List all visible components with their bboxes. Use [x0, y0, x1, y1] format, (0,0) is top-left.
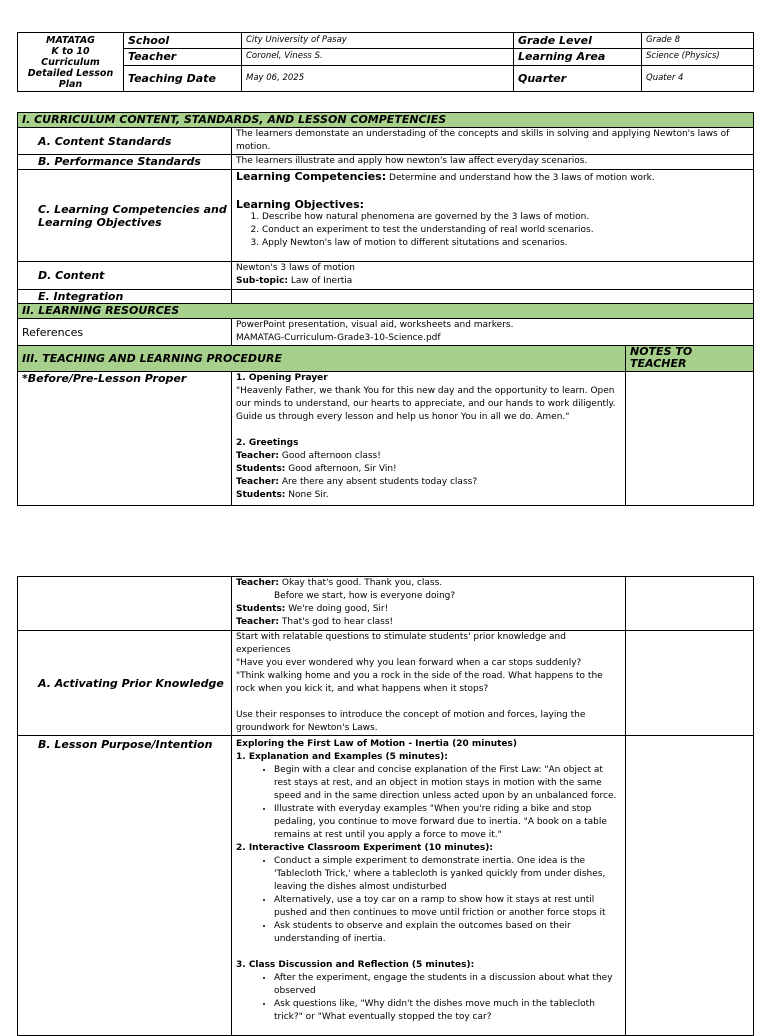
step2-heading: 2. Interactive Classroom Experiment (10 minutes): — [236, 843, 493, 853]
activating-line: "Think walking home and you a rock in the side of the road. What happens to the rock when you kick it, and what happens when it stops? — [236, 671, 603, 694]
grade-label: Grade Level — [514, 33, 642, 49]
date-label: Teaching Date — [124, 65, 242, 91]
references-line: PowerPoint presentation, visual aid, worksheets and markers. — [236, 320, 514, 330]
dialogue-line: Okay that's good. Thank you, class. — [281, 578, 443, 588]
subtopic-label: Sub-topic: — [236, 276, 289, 286]
step2-item: • Ask students to observe and explain the outcomes based on their understanding of inertia. — [274, 920, 621, 946]
dialogue-cont-label — [18, 577, 232, 631]
step3-list — [236, 972, 621, 1024]
prayer-heading: 1. Opening Prayer — [236, 373, 328, 383]
performance-standards-value: The learners illustrate and apply how newton's law affect everyday scenarios. — [232, 155, 754, 170]
section1-title: I. CURRICULUM CONTENT, STANDARDS, AND LESSON COMPETENCIES — [18, 113, 754, 128]
section3-title: III. TEACHING AND LEARNING PROCEDURE — [18, 346, 626, 372]
dialogue-cont-notes — [626, 577, 754, 631]
plan-title-line: K to 10 — [51, 45, 90, 57]
dialogue-line: Before we start, how is everyone doing? — [274, 591, 456, 601]
competencies-heading: Learning Competencies: — [236, 170, 387, 183]
objective-item: 2. Conduct an experiment to test the understanding of real world scenarios. — [262, 224, 749, 237]
objective-item: 3. Apply Newton's law of motion to different situtations and scenarios. — [262, 237, 749, 250]
content-cell — [232, 262, 754, 290]
dialogue-cont-cell — [232, 577, 626, 631]
step1-item: • Begin with a clear and concise explanation of the First Law: "An object at rest stays at rest, and an object in motion stays in motion with the same speed and in the same direction unless acted upon by an unbalanced force. — [274, 764, 621, 803]
school-value: City University of Pasay — [242, 33, 514, 49]
notes-title: NOTES TO TEACHER — [626, 346, 754, 372]
integration-label: E. Integration — [18, 290, 232, 304]
dialogue-line: Good afternoon class! — [281, 451, 381, 461]
dialogue-speaker: Teacher: — [236, 578, 280, 588]
references-cell — [232, 319, 754, 346]
purpose-notes — [626, 736, 754, 1036]
dialogue-line: We're doing good, Sir! — [288, 604, 389, 614]
activating-cell — [232, 631, 626, 736]
step2-item: • Conduct a simple experiment to demonstrate inertia. One idea is the 'Tablecloth Trick,' where a tablecloth is yanked quickly from under dishes, leaving the dishes almost undisturbed — [274, 855, 621, 894]
plan-title-line: MATATAG — [46, 34, 95, 46]
section2-title: II. LEARNING RESOURCES — [18, 304, 754, 319]
content-standards-label: A. Content Standards — [18, 128, 232, 155]
objectives-heading: Learning Objectives: — [236, 198, 365, 211]
dialogue-line: None Sir. — [288, 490, 329, 500]
dialogue-speaker: Students: — [236, 490, 286, 500]
activating-line: Start with relatable questions to stimulate students' prior knowledge and experiences — [236, 632, 566, 655]
competencies-label: C. Learning Competencies and Learning Objectives — [18, 170, 232, 262]
step1-heading: 1. Explanation and Examples (5 minutes): — [236, 752, 448, 762]
prelesson-label: *Before/Pre-Lesson Proper — [18, 372, 232, 506]
competencies-cell — [232, 170, 754, 262]
plan-title-line: Plan — [58, 78, 83, 90]
school-label: School — [124, 33, 242, 49]
dialogue-speaker: Students: — [236, 464, 286, 474]
curriculum-table — [17, 112, 754, 506]
plan-title-line: Curriculum — [41, 56, 100, 68]
activating-after: Use their responses to introduce the concept of motion and forces, laying the groundwork for Newton's Laws. — [236, 710, 586, 733]
teacher-label: Teacher — [124, 49, 242, 65]
plan-title — [18, 33, 124, 92]
step1-list — [236, 764, 621, 842]
dialogue-line: That's god to hear class! — [281, 617, 394, 627]
procedure-table-cont — [17, 576, 754, 1036]
plan-title-line: Detailed Lesson — [27, 67, 114, 79]
content-label: D. Content — [18, 262, 232, 290]
dialogue-speaker: Students: — [236, 604, 286, 614]
greetings-heading: 2. Greetings — [236, 438, 299, 448]
prayer-text: "Heavenly Father, we thank You for this new day and the opportunity to learn. Open our minds to understand, our hearts to appreciate, and our hands to work diligently. Guide us through every lesson and help us honor You in all we do. Amen." — [236, 386, 616, 422]
grade-value: Grade 8 — [642, 33, 754, 49]
step3-item: • Ask questions like, "Why didn't the dishes move much in the tablecloth trick?" or "What eventually stopped the toy car? — [274, 998, 621, 1024]
teacher-value: Coronel, Viness S. — [242, 49, 514, 65]
header-table — [17, 32, 754, 92]
prelesson-cell — [232, 372, 626, 506]
area-value: Science (Physics) — [642, 49, 754, 65]
integration-value — [232, 290, 754, 304]
objective-item: 1. Describe how natural phenomena are governed by the 3 laws of motion. — [262, 211, 749, 224]
content-value: Newton's 3 laws of motion — [236, 263, 355, 273]
dialogue-speaker: Teacher: — [236, 477, 280, 487]
references-label: References — [18, 319, 232, 346]
activating-line: "Have you ever wondered why you lean forward when a car stops suddenly? — [236, 658, 582, 668]
date-value: May 06, 2025 — [242, 65, 514, 91]
step2-list — [236, 855, 621, 946]
step3-heading: 3. Class Discussion and Reflection (5 minutes): — [236, 960, 475, 970]
purpose-cell — [232, 736, 626, 1036]
activating-label: A. Activating Prior Knowledge — [18, 631, 232, 736]
step1-item: • Illustrate with everyday examples "When you're riding a bike and stop pedaling, you continue to move forward due to inertia. "A book on a table remains at rest until you apply a force to move it." — [274, 803, 621, 842]
purpose-heading: Exploring the First Law of Motion - Inertia (20 minutes) — [236, 739, 518, 749]
references-line: MAMATAG-Curriculum-Grade3-10-Science.pdf — [236, 333, 441, 343]
dialogue-line: Good afternoon, Sir Vin! — [288, 464, 397, 474]
subtopic-value: Law of Inertia — [290, 276, 353, 286]
quarter-label: Quarter — [514, 65, 642, 91]
competencies-text: Determine and understand how the 3 laws of motion work. — [389, 173, 655, 183]
dialogue-line: Are there any absent students today class? — [281, 477, 478, 487]
step2-item: • Alternatively, use a toy car on a ramp to show how it stays at rest until pushed and then continues to move until friction or another force stops it — [274, 894, 621, 920]
prelesson-notes — [626, 372, 754, 506]
quarter-value: Quater 4 — [642, 65, 754, 91]
objectives-list — [236, 211, 749, 250]
performance-standards-label: B. Performance Standards — [18, 155, 232, 170]
dialogue-speaker: Teacher: — [236, 451, 280, 461]
activating-notes — [626, 631, 754, 736]
purpose-label: B. Lesson Purpose/Intention — [18, 736, 232, 1036]
area-label: Learning Area — [514, 49, 642, 65]
step3-item: • After the experiment, engage the students in a discussion about what they observed — [274, 972, 621, 998]
dialogue-speaker: Teacher: — [236, 617, 280, 627]
content-standards-value: The learners demonstate an understading of the concepts and skills in solving and applying Newton's laws of motion. — [232, 128, 754, 155]
